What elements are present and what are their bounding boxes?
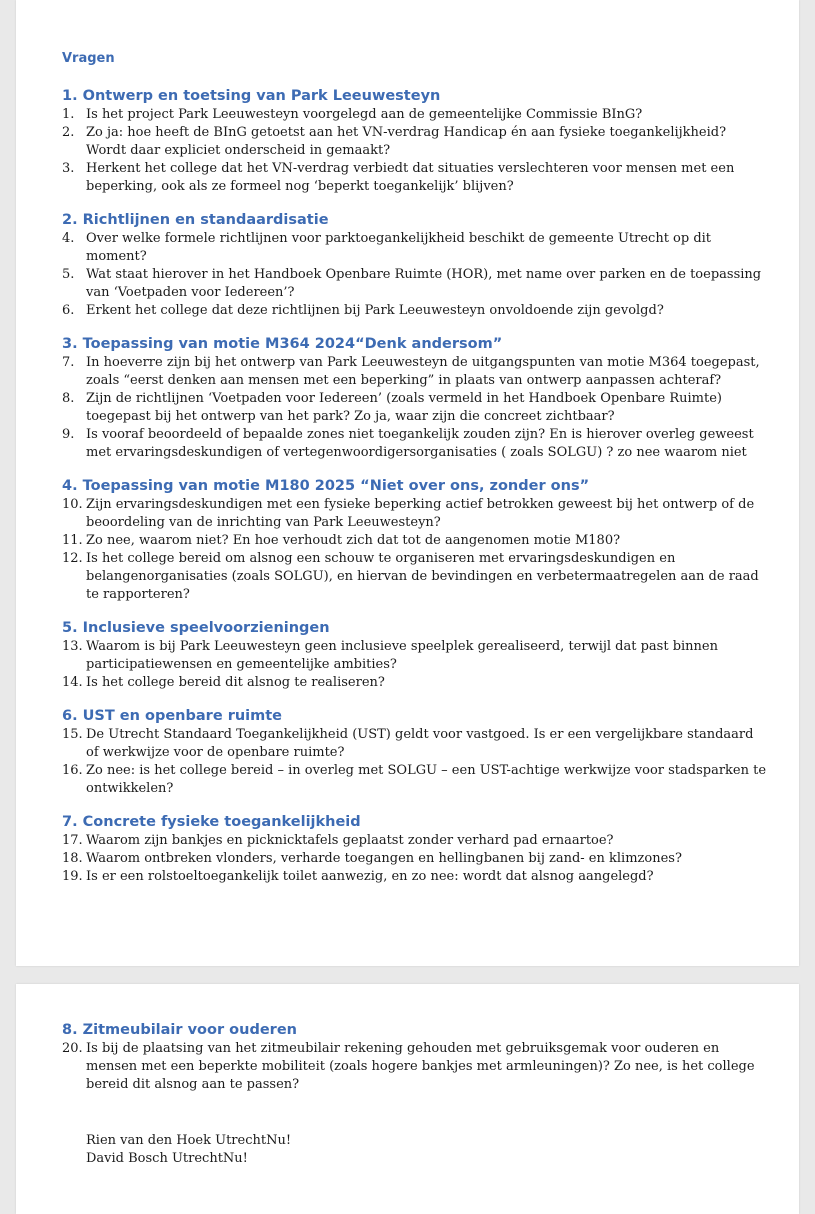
question-text: De Utrecht Standaard Toegankelijkheid (UST) geldt voor vastgoed. Is er een vergelijkbare standaard of werkwijze voor de openbare ruimte? [86, 727, 754, 760]
question-section [62, 1020, 769, 1094]
section-heading: 1. Ontwerp en toetsing van Park Leeuwesteyn [62, 88, 441, 104]
section-heading: 7. Concrete fysieke toegankelijkheid [62, 814, 361, 830]
question-section [62, 334, 769, 462]
question-item [62, 762, 769, 798]
question-text: Zijn de richtlijnen ‘Voetpaden voor Iedereen’ (zoals vermeld in het Handboek Openbare Ruimte) toegepast bij het ontwerp van het park? Zo ja, waar zijn die concreet zichtbaar? [86, 391, 722, 424]
question-item [62, 532, 769, 550]
question-list [62, 230, 769, 320]
question-list [62, 496, 769, 604]
page-2-content [62, 1020, 769, 1168]
question-list [62, 832, 769, 886]
question-text: Waarom is bij Park Leeuwesteyn geen inclusieve speelplek gerealiseerd, terwijl dat past binnen participatiewensen en gemeentelijke ambities? [86, 639, 718, 672]
question-section [62, 618, 769, 692]
question-item [62, 674, 769, 692]
question-item [62, 302, 769, 320]
question-text: Waarom zijn bankjes en picknicktafels geplaatst zonder verhard pad ernaartoe? [86, 833, 614, 848]
document-page-1 [16, 0, 799, 966]
question-number: 17. [62, 833, 83, 848]
question-section [62, 812, 769, 886]
signature-block [62, 1132, 769, 1168]
question-number: 4. [62, 231, 75, 246]
section-heading: 6. UST en openbare ruimte [62, 708, 283, 724]
question-text: Is er een rolstoeltoegankelijk toilet aanwezig, en zo nee: wordt dat alsnog aangelegd? [86, 869, 654, 884]
question-number: 18. [62, 851, 83, 866]
section-heading: 8. Zitmeubilair voor ouderen [62, 1022, 297, 1038]
question-item [62, 726, 769, 762]
sections-page-2 [62, 1020, 769, 1094]
question-section [62, 86, 769, 196]
question-text: Is het college bereid om alsnog een schouw te organiseren met ervaringsdeskundigen en belangenorganisaties (zoals SOLGU), en hiervan de bevindingen en verbetermaatregelen aan de raad te rapporteren? [86, 551, 759, 602]
question-number: 13. [62, 639, 83, 654]
question-number: 9. [62, 427, 75, 442]
section-heading: 3. Toepassing van motie M364 2024“Denk andersom” [62, 336, 503, 352]
question-list [62, 638, 769, 692]
section-heading: 2. Richtlijnen en standaardisatie [62, 212, 329, 228]
question-text: Over welke formele richtlijnen voor parktoegankelijkheid beschikt de gemeente Utrecht op dit moment? [86, 231, 712, 264]
question-item [62, 832, 769, 850]
question-item [62, 160, 769, 196]
question-item [62, 868, 769, 886]
question-item [62, 230, 769, 266]
question-number: 10. [62, 497, 83, 512]
question-number: 8. [62, 391, 75, 406]
sections-page-1 [62, 86, 769, 886]
question-text: Erkent het college dat deze richtlijnen bij Park Leeuwesteyn onvoldoende zijn gevolgd? [86, 303, 664, 318]
question-list [62, 106, 769, 196]
question-list [62, 726, 769, 798]
question-section [62, 210, 769, 320]
question-list [62, 354, 769, 462]
question-item [62, 266, 769, 302]
question-text: Herkent het college dat het VN-verdrag verbiedt dat situaties verslechteren voor mensen met een beperking, ook als ze formeel nog ‘beperkt toegankelijk’ blijven? [86, 161, 735, 194]
question-text: Zijn ervaringsdeskundigen met een fysieke beperking actief betrokken geweest bij het ontwerp of de beoordeling van de inrichting van Park Leeuwesteyn? [86, 497, 755, 530]
signature-line: Rien van den Hoek UtrechtNu! [86, 1133, 292, 1148]
question-text: Is het college bereid dit alsnog te realiseren? [86, 675, 385, 690]
question-number: 14. [62, 675, 83, 690]
signature-line: David Bosch UtrechtNu! [86, 1151, 248, 1166]
question-text: In hoeverre zijn bij het ontwerp van Park Leeuwesteyn de uitgangspunten van motie M364 toegepast, zoals “eerst denken aan mensen met een beperking” in plaats van ontwerp aanpassen achteraf? [86, 355, 760, 388]
question-number: 15. [62, 727, 83, 742]
question-text: Wat staat hierover in het Handboek Openbare Ruimte (HOR), met name over parken en de toepassing van ‘Voetpaden voor Iedereen’? [86, 267, 762, 300]
question-text: Zo nee, waarom niet? En hoe verhoudt zich dat tot de aangenomen motie M180? [86, 533, 621, 548]
question-section [62, 706, 769, 798]
question-text: Is het project Park Leeuwesteyn voorgelegd aan de gemeentelijke Commissie BInG? [86, 107, 643, 122]
question-text: Zo nee: is het college bereid – in overleg met SOLGU – een UST-achtige werkwijze voor stadsparken te ontwikkelen? [86, 763, 767, 796]
question-number: 3. [62, 161, 75, 176]
page-1-content [62, 50, 769, 900]
question-item [62, 550, 769, 604]
question-item [62, 354, 769, 390]
question-item [62, 638, 769, 674]
question-number: 5. [62, 267, 75, 282]
question-section [62, 476, 769, 604]
question-item [62, 426, 769, 462]
question-text: Waarom ontbreken vlonders, verharde toegangen en hellingbanen bij zand- en klimzones? [86, 851, 682, 866]
question-number: 2. [62, 125, 75, 140]
section-heading: 5. Inclusieve speelvoorzieningen [62, 620, 330, 636]
question-text: Zo ja: hoe heeft de BInG getoetst aan het VN-verdrag Handicap én aan fysieke toegankelijkheid? Wordt daar expliciet onderscheid in gemaakt? [86, 125, 727, 158]
question-text: Is vooraf beoordeeld of bepaalde zones niet toegankelijk zouden zijn? En is hierover overleg geweest met ervaringsdeskundigen of vertegenwoordigersorganisaties ( zoals SOLGU) ? zo nee waarom niet [86, 427, 754, 460]
question-text: Is bij de plaatsing van het zitmeubilair rekening gehouden met gebruiksgemak voor ouderen en mensen met een beperkte mobiliteit (zoals hogere bankjes met armleuningen)? Zo nee, is het college bereid dit alsnog aan te passen? [86, 1041, 755, 1092]
question-number: 11. [62, 533, 83, 548]
question-number: 6. [62, 303, 75, 318]
section-heading: 4. Toepassing van motie M180 2025 “Niet over ons, zonder ons” [62, 478, 590, 494]
vragen-heading: Vragen [62, 51, 115, 66]
question-number: 16. [62, 763, 83, 778]
question-number: 7. [62, 355, 75, 370]
question-item [62, 106, 769, 124]
question-number: 20. [62, 1041, 83, 1056]
question-list [62, 1040, 769, 1094]
document-page-2 [16, 984, 799, 1214]
question-item [62, 496, 769, 532]
question-item [62, 1040, 769, 1094]
question-item [62, 124, 769, 160]
question-item [62, 850, 769, 868]
question-item [62, 390, 769, 426]
question-number: 12. [62, 551, 83, 566]
question-number: 1. [62, 107, 75, 122]
question-number: 19. [62, 869, 83, 884]
